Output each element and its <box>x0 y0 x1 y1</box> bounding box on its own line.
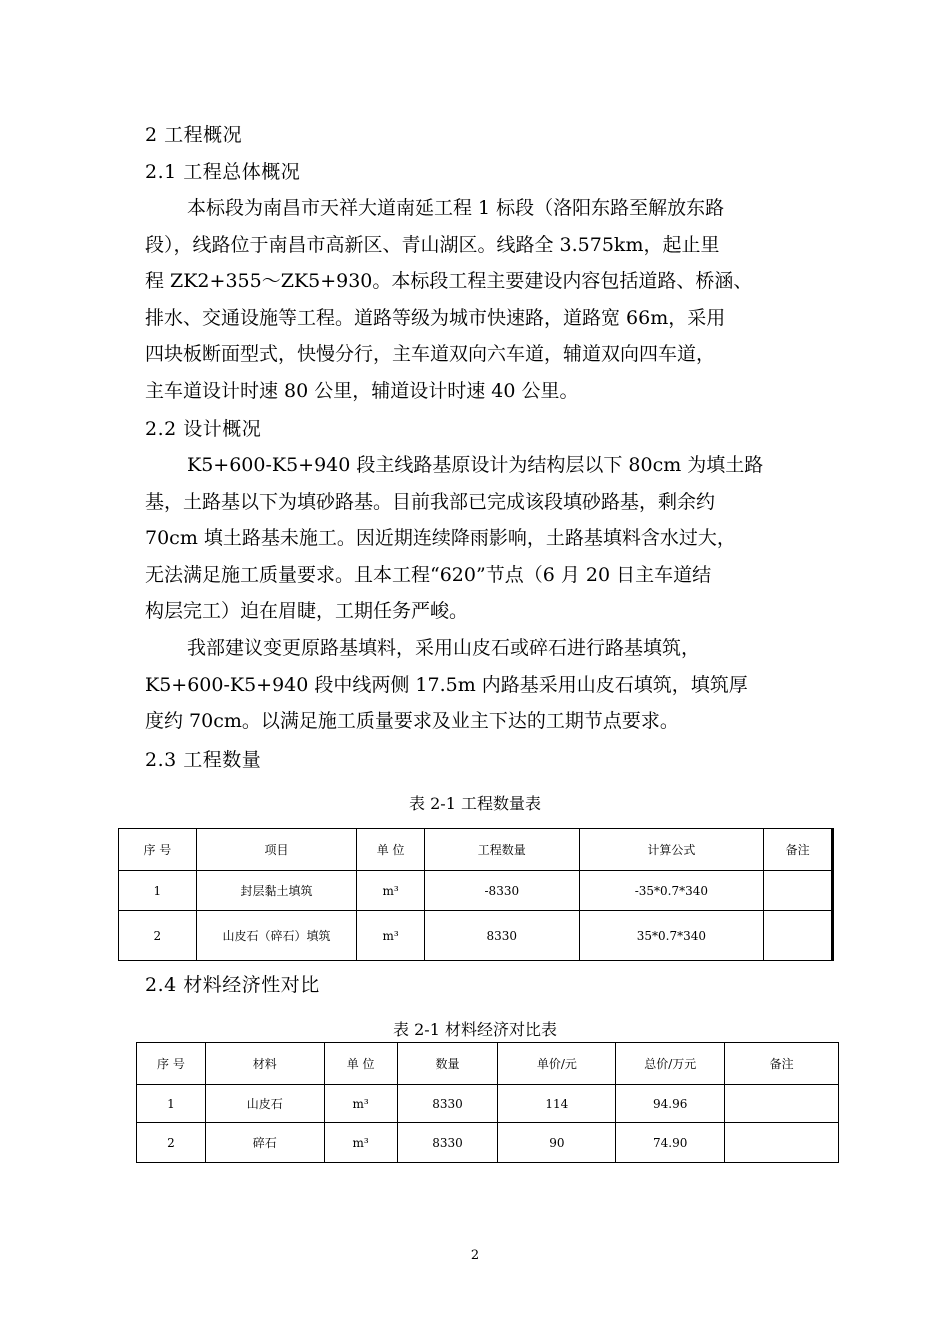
table-cell: 8330 <box>397 1123 498 1163</box>
table-row <box>119 911 833 961</box>
paragraph-line: 我部建议变更原路基填料，采用山皮石或碎石进行路基填筑， <box>187 637 701 659</box>
table-cell: 1 <box>137 1085 206 1123</box>
paragraph-line: 70cm 填土路基未施工。因近期连续降雨影响，土路基填料含水过大， <box>145 527 736 550</box>
paragraph-line: 本标段为南昌市天祥大道南延工程 1 标段（洛阳东路至解放东路 <box>187 197 725 219</box>
cost-comparison-table <box>136 1042 839 1163</box>
table-cell: m³ <box>357 911 425 961</box>
table-cell: 94.96 <box>616 1085 725 1123</box>
paragraph-line: K5+600-K5+940 段中线两侧 17.5m 内路基采用山皮石填筑，填筑厚 <box>145 673 748 696</box>
page-number: 2 <box>470 1248 480 1263</box>
quantity-table <box>118 828 834 961</box>
section-2-2-paragraph-1 <box>145 447 810 630</box>
table-cell <box>764 911 833 961</box>
table-cell: 碎石 <box>205 1123 324 1163</box>
paragraph-line: 四块板断面型式，快慢分行，主车道双向六车道，辅道双向四车道， <box>145 343 716 366</box>
paragraph-line: 程 ZK2+355～ZK5+930。本标段工程主要建设内容包括道路、桥涵、 <box>145 270 753 293</box>
table-cell: m³ <box>324 1085 397 1123</box>
paragraph-line: 度约 70cm。以满足施工质量要求及业主下达的工期节点要求。 <box>145 710 679 733</box>
table-cell: 山皮石 <box>205 1085 324 1123</box>
table-row <box>137 1123 839 1163</box>
table-cell: m³ <box>357 871 425 911</box>
table-header-row <box>119 829 833 871</box>
table-cell <box>725 1085 839 1123</box>
section-2-3-heading: 2.3 工程数量 <box>145 749 262 771</box>
section-2-1-paragraph <box>145 190 810 410</box>
section-2-1-heading: 2.1 工程总体概况 <box>145 161 301 183</box>
table-cell: 8330 <box>397 1085 498 1123</box>
header-cell: 项目 <box>196 829 356 871</box>
paragraph-line: 基，土路基以下为填砂路基。目前我部已完成该段填砂路基，剩余约 <box>145 490 716 513</box>
table-header-row <box>137 1043 839 1085</box>
paragraph-line: 段），线路位于南昌市高新区、青山湖区。线路全 3.575km，起止里 <box>145 233 720 256</box>
section-2-4-heading: 2.4 材料经济性对比 <box>145 974 320 996</box>
table-cell: 封层黏土填筑 <box>196 871 356 911</box>
table-cell: 1 <box>119 871 197 911</box>
table-cell: 2 <box>119 911 197 961</box>
section-2-2-heading: 2.2 设计概况 <box>145 418 262 440</box>
paragraph-line: K5+600-K5+940 段主线路基原设计为结构层以下 80cm 为填土路 <box>187 454 764 476</box>
table-cell: 2 <box>137 1123 206 1163</box>
section-2-2-paragraph-2 <box>145 630 810 740</box>
table-row <box>137 1085 839 1123</box>
table-cell: 74.90 <box>616 1123 725 1163</box>
table-cell: -8330 <box>425 871 580 911</box>
paragraph-line: 排水、交通设施等工程。道路等级为城市快速路，道路宽 66m，采用 <box>145 306 726 329</box>
header-cell: 总价/万元 <box>616 1043 725 1085</box>
header-cell: 序 号 <box>119 829 197 871</box>
header-cell: 数量 <box>397 1043 498 1085</box>
header-cell: 材料 <box>205 1043 324 1085</box>
header-cell: 单价/元 <box>498 1043 616 1085</box>
table-2-caption: 表 2-1 材料经济对比表 <box>393 1020 557 1039</box>
table-cell: -35*0.7*340 <box>579 871 764 911</box>
table-cell: m³ <box>324 1123 397 1163</box>
paragraph-line: 主车道设计时速 80 公里，辅道设计时速 40 公里。 <box>145 379 579 402</box>
paragraph-line: 构层完工）迫在眉睫，工期任务严峻。 <box>145 600 469 623</box>
table-cell <box>725 1123 839 1163</box>
header-cell: 备注 <box>764 829 833 871</box>
header-cell: 单 位 <box>357 829 425 871</box>
table-cell: 90 <box>498 1123 616 1163</box>
table-cell: 35*0.7*340 <box>579 911 764 961</box>
table-1-caption: 表 2-1 工程数量表 <box>409 794 541 813</box>
header-cell: 序 号 <box>137 1043 206 1085</box>
table-row <box>119 871 833 911</box>
table-cell: 8330 <box>425 911 580 961</box>
header-cell: 工程数量 <box>425 829 580 871</box>
paragraph-line: 无法满足施工质量要求。且本工程“620”节点（6 月 20 日主车道结 <box>145 563 712 586</box>
table-cell: 114 <box>498 1085 616 1123</box>
header-cell: 计算公式 <box>579 829 764 871</box>
header-cell: 备注 <box>725 1043 839 1085</box>
header-cell: 单 位 <box>324 1043 397 1085</box>
table-cell <box>764 871 833 911</box>
section-2-heading: 2 工程概况 <box>145 124 243 146</box>
table-cell: 山皮石（碎石）填筑 <box>196 911 356 961</box>
